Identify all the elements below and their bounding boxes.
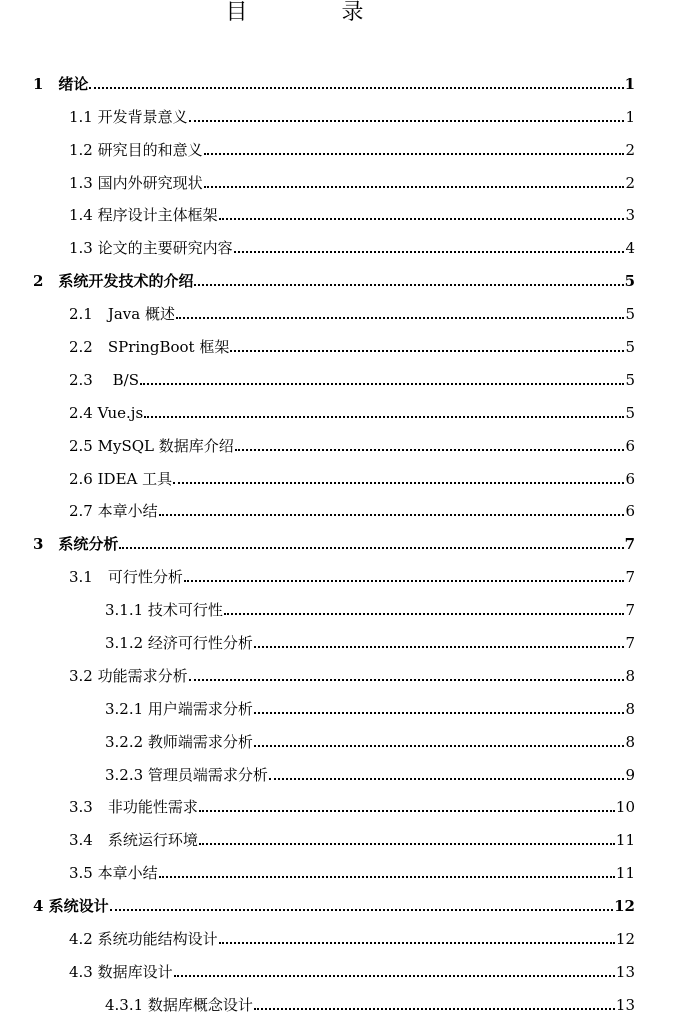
toc-entry-title: 2.1 Java 概述 bbox=[69, 305, 175, 324]
toc-entry[interactable] bbox=[0, 952, 695, 985]
dot-leader bbox=[173, 482, 624, 484]
toc-page-number: 9 bbox=[625, 765, 635, 784]
toc-page-number: 5 bbox=[625, 338, 635, 357]
toc-entry[interactable] bbox=[0, 163, 695, 196]
toc-page-number: 6 bbox=[625, 436, 635, 455]
toc-page-number: 12 bbox=[615, 930, 635, 949]
toc-entry[interactable] bbox=[0, 656, 695, 689]
dot-leader bbox=[174, 975, 615, 977]
toc-entry[interactable] bbox=[0, 886, 695, 919]
toc-page-number: 7 bbox=[625, 568, 635, 587]
dot-leader bbox=[254, 1008, 615, 1010]
toc-entry-title: 3.2.1 用户端需求分析 bbox=[105, 699, 253, 718]
toc-entry-title: 4.3 数据库设计 bbox=[69, 962, 173, 981]
toc-entry-title: 3.4 系统运行环境 bbox=[69, 831, 198, 850]
dot-leader bbox=[204, 153, 625, 155]
toc-entry-title: 1.4 程序设计主体框架 bbox=[69, 206, 218, 225]
toc-entry-title: 2.7 本章小结 bbox=[69, 502, 158, 521]
dot-leader bbox=[189, 120, 625, 122]
toc-page-number: 2 bbox=[625, 140, 635, 159]
dot-leader bbox=[140, 383, 624, 385]
dot-leader bbox=[199, 810, 615, 812]
toc-entry-title: 4.3.1 数据库概念设计 bbox=[105, 995, 253, 1014]
toc-entry-title: 3.1.1 技术可行性 bbox=[105, 601, 223, 620]
dot-leader bbox=[159, 876, 615, 878]
toc-entry[interactable] bbox=[0, 130, 695, 163]
toc-page-number: 11 bbox=[615, 831, 635, 850]
toc-page-number: 3 bbox=[625, 206, 635, 225]
toc-entry[interactable] bbox=[0, 919, 695, 952]
dot-leader bbox=[219, 942, 615, 944]
toc-entry-title: 3.3 非功能性需求 bbox=[69, 798, 198, 817]
toc-page-number: 8 bbox=[625, 699, 635, 718]
dot-leader bbox=[110, 909, 613, 911]
toc-entry-title: 3.2.3 管理员端需求分析 bbox=[105, 765, 268, 784]
toc-entry-title: 2.2 SPringBoot 框架 bbox=[69, 338, 230, 357]
dot-leader bbox=[254, 646, 625, 648]
toc-entry[interactable] bbox=[0, 196, 695, 229]
toc-entry[interactable] bbox=[0, 853, 695, 886]
dot-leader bbox=[89, 87, 623, 89]
toc-entry[interactable] bbox=[0, 97, 695, 130]
dot-leader bbox=[159, 514, 625, 516]
toc-entry[interactable] bbox=[0, 492, 695, 525]
dot-leader bbox=[189, 679, 625, 681]
toc-page-number: 8 bbox=[625, 732, 635, 751]
toc-entry-title: 1.3 论文的主要研究内容 bbox=[69, 239, 233, 258]
dot-leader bbox=[254, 745, 625, 747]
dot-leader bbox=[119, 547, 623, 549]
toc-page-number: 5 bbox=[625, 403, 635, 422]
toc-page-number: 1 bbox=[624, 74, 635, 93]
toc-entry[interactable] bbox=[0, 788, 695, 821]
toc-entry-title: 2.3 B/S bbox=[69, 370, 139, 389]
toc-entry[interactable] bbox=[0, 327, 695, 360]
dot-leader bbox=[184, 580, 625, 582]
dot-leader bbox=[199, 843, 615, 845]
toc-entry[interactable] bbox=[0, 590, 695, 623]
dot-leader bbox=[176, 317, 624, 319]
toc-page-number: 4 bbox=[625, 239, 635, 258]
toc-page-number: 7 bbox=[625, 634, 635, 653]
dot-leader bbox=[269, 778, 625, 780]
toc-page-number: 1 bbox=[625, 107, 635, 126]
toc-entry-title: 4 系统设计 bbox=[33, 897, 109, 916]
toc-entry[interactable] bbox=[0, 294, 695, 327]
toc-page-number: 7 bbox=[625, 601, 635, 620]
toc-page-number: 5 bbox=[624, 272, 635, 291]
toc-page-number: 5 bbox=[625, 370, 635, 389]
toc-entry-title: 4.2 系统功能结构设计 bbox=[69, 930, 218, 949]
toc-entry[interactable] bbox=[0, 623, 695, 656]
toc-entry-title: 3.5 本章小结 bbox=[69, 864, 158, 883]
toc-page-number: 5 bbox=[625, 305, 635, 324]
toc-entry[interactable] bbox=[0, 722, 695, 755]
dot-leader bbox=[194, 284, 623, 286]
dot-leader bbox=[204, 186, 625, 188]
toc-page-number: 13 bbox=[615, 995, 635, 1014]
toc-entry-title: 1.1 开发背景意义 bbox=[69, 107, 188, 126]
toc-entry-title: 2.5 MySQL 数据库介绍 bbox=[69, 436, 234, 455]
toc-entry-title: 1 绪论 bbox=[33, 74, 89, 93]
toc-entry-title: 3.2 功能需求分析 bbox=[69, 666, 188, 685]
table-of-contents bbox=[0, 64, 695, 1018]
toc-entry-title: 2 系统开发技术的介绍 bbox=[33, 272, 194, 291]
toc-page-number: 6 bbox=[625, 502, 635, 521]
toc-entry[interactable] bbox=[0, 820, 695, 853]
toc-entry-title: 3.1 可行性分析 bbox=[69, 568, 183, 587]
toc-entry-title: 3 系统分析 bbox=[33, 535, 119, 554]
toc-page-number: 10 bbox=[615, 798, 635, 817]
toc-entry[interactable] bbox=[0, 689, 695, 722]
toc-entry[interactable] bbox=[0, 64, 695, 97]
toc-entry[interactable] bbox=[0, 228, 695, 261]
page-title: 目 录 bbox=[225, 0, 400, 25]
toc-entry-title: 2.4 Vue.js bbox=[69, 403, 144, 422]
toc-entry-title: 3.2.2 教师端需求分析 bbox=[105, 732, 253, 751]
toc-entry-title: 3.1.2 经济可行性分析 bbox=[105, 634, 253, 653]
toc-page-number: 8 bbox=[625, 666, 635, 685]
dot-leader bbox=[219, 218, 625, 220]
dot-leader bbox=[234, 251, 625, 253]
toc-entry-title: 1.3 国内外研究现状 bbox=[69, 173, 203, 192]
toc-entry[interactable] bbox=[0, 393, 695, 426]
toc-entry[interactable] bbox=[0, 985, 695, 1018]
toc-entry[interactable] bbox=[0, 557, 695, 590]
dot-leader bbox=[230, 350, 624, 352]
toc-entry[interactable] bbox=[0, 426, 695, 459]
dot-leader bbox=[254, 712, 625, 714]
toc-page-number: 12 bbox=[614, 897, 635, 916]
toc-entry[interactable] bbox=[0, 360, 695, 393]
toc-page-number: 6 bbox=[625, 469, 635, 488]
toc-page-number: 13 bbox=[615, 962, 635, 981]
toc-page-number: 11 bbox=[615, 864, 635, 883]
toc-entry[interactable] bbox=[0, 524, 695, 557]
toc-entry[interactable] bbox=[0, 261, 695, 294]
dot-leader bbox=[144, 416, 624, 418]
toc-entry-title: 1.2 研究目的和意义 bbox=[69, 140, 203, 159]
toc-page-number: 7 bbox=[624, 535, 635, 554]
dot-leader bbox=[235, 449, 625, 451]
toc-page-number: 2 bbox=[625, 173, 635, 192]
toc-entry-title: 2.6 IDEA 工具 bbox=[69, 469, 173, 488]
toc-entry[interactable] bbox=[0, 459, 695, 492]
dot-leader bbox=[224, 613, 625, 615]
toc-entry[interactable] bbox=[0, 755, 695, 788]
